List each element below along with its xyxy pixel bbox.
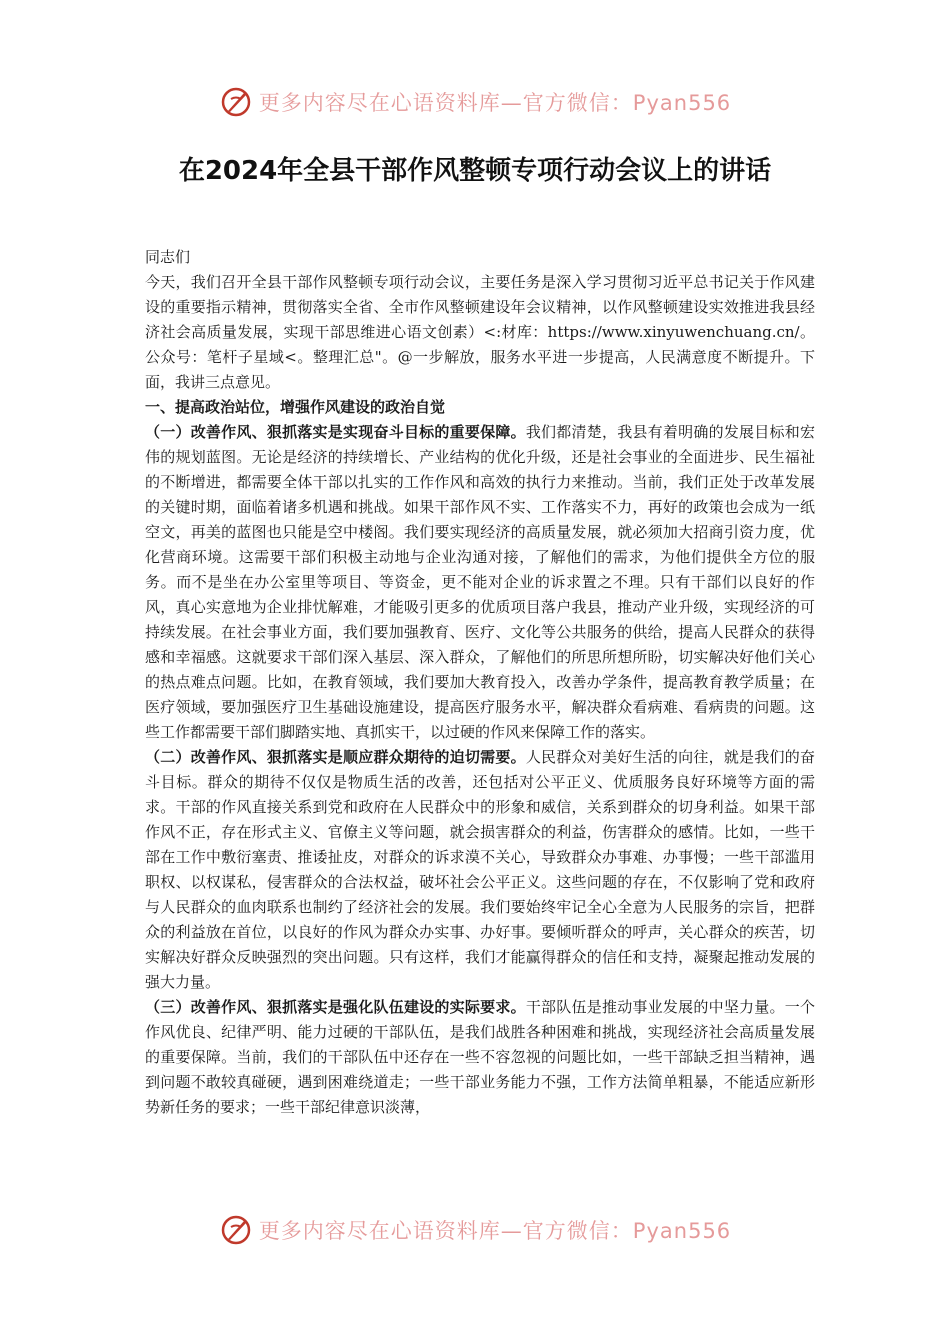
intro-paragraph: 今天，我们召开全县干部作风整顿专项行动会议，主要任务是深入学习贯彻习近平总书记关于作风建设的重要指示精神，贯彻落实全省、全市作风整顿建设年会议精神，以作风整顿建设实效推进我县经济社会高质量发展，实现干部思维进心语文创素）<:材库：https://www.xinyuwenchuang.cn/。公众号：笔杆子星域<。整理汇总"。@一步解放，服务水平进一步提高，人民满意度不断提升。下面，我讲三点意见。 — [145, 273, 815, 391]
footer-banner — [0, 1210, 950, 1250]
body-paragraph — [145, 995, 815, 1120]
salutation: 同志们 — [145, 248, 191, 266]
quill-pen-icon — [219, 85, 253, 119]
paragraph-text: 我们都清楚，我县有着明确的发展目标和宏伟的规划蓝图。无论是经济的持续增长、产业结构的优化升级，还是社会事业的全面进步、民生福祉的不断增进，都需要全体干部以扎实的工作作风和高效的执行力来推动。当前，我们正处于改革发展的关键时期，面临着诸多机遇和挑战。如果干部作风不实、工作落实不力，再好的政策也会成为一纸空文，再美的蓝图也只能是空中楼阁。我们要实现经济的高质量发展，就必须加大招商引资力度，优化营商环境。这需要干部们积极主动地与企业沟通对接，了解他们的需求，为他们提供全方位的服务。而不是坐在办公室里等项目、等资金，更不能对企业的诉求置之不理。只有干部们以良好的作风，真心实意地为企业排忧解难，才能吸引更多的优质项目落户我县，推动产业升级，实现经济的可持续发展。在社会事业方面，我们要加强教育、医疗、文化等公共服务的供给，提高人民群众的获得感和幸福感。这就要求干部们深入基层、深入群众，了解他们的所思所想所盼，切实解决好他们关心的热点难点问题。比如，在教育领域，我们要加大教育投入，改善办学条件，提高教育教学质量；在医疗领域，要加强医疗卫生基础设施建设，提高医疗服务水平，解决群众看病难、看病贵的问题。这些工作都需要干部们脚踏实地、真抓实干，以过硬的作风来保障工作的落实。 — [145, 423, 815, 741]
paragraph-text: 干部队伍是推动事业发展的中坚力量。一个作风优良、纪律严明、能力过硬的干部队伍，是我们战胜各种困难和挑战，实现经济社会高质量发展的重要保障。当前，我们的干部队伍中还存在一些不容忽视的问题比如，一些干部缺乏担当精神，遇到问题不敢较真碰硬，遇到困难绕道走；一些干部业务能力不强，工作方法简单粗暴，不能适应新形势新任务的要求；一些干部纪律意识淡薄， — [145, 998, 815, 1116]
document-title: 在2024年全县干部作风整顿专项行动会议上的讲话 — [178, 156, 772, 186]
paragraph-subtitle: （三）改善作风、狠抓落实是强化队伍建设的实际要求。 — [145, 998, 526, 1016]
body-paragraph — [145, 745, 815, 995]
body-paragraph — [145, 420, 815, 745]
paragraph-subtitle: （二）改善作风、狠抓落实是顺应群众期待的迫切需要。 — [145, 748, 526, 766]
banner-text: 更多内容尽在心语资料库—官方微信：Pyan556 — [258, 91, 732, 115]
paragraph-subtitle: （一）改善作风、狠抓落实是实现奋斗目标的重要保障。 — [145, 423, 526, 441]
document-body — [145, 245, 815, 1120]
banner-text: 更多内容尽在心语资料库—官方微信：Pyan556 — [258, 1219, 732, 1243]
paragraph-text: 人民群众对美好生活的向往，就是我们的奋斗目标。群众的期待不仅仅是物质生活的改善，还包括对公平正义、优质服务良好环境等方面的需求。干部的作风直接关系到党和政府在人民群众中的形象和威信，关系到群众的切身利益。如果干部作风不正，存在形式主义、官僚主义等问题，就会损害群众的利益，伤害群众的感情。比如，一些干部在工作中敷衍塞责、推诿扯皮，对群众的诉求漠不关心，导致群众办事难、办事慢；一些干部滥用职权、以权谋私，侵害群众的合法权益，破坏社会公平正义。这些问题的存在，不仅影响了党和政府与人民群众的血肉联系也制约了经济社会的发展。我们要始终牢记全心全意为人民服务的宗旨，把群众的利益放在首位，以良好的作风为群众办实事、办好事。要倾听群众的呼声，关心群众的疾苦，切实解决好群众反映强烈的突出问题。只有这样，我们才能赢得群众的信任和支持，凝聚起推动发展的强大力量。 — [145, 748, 815, 991]
quill-pen-icon — [219, 1213, 253, 1247]
header-banner — [0, 82, 950, 122]
section-heading: 一、提高政治站位，增强作风建设的政治自觉 — [145, 398, 446, 416]
